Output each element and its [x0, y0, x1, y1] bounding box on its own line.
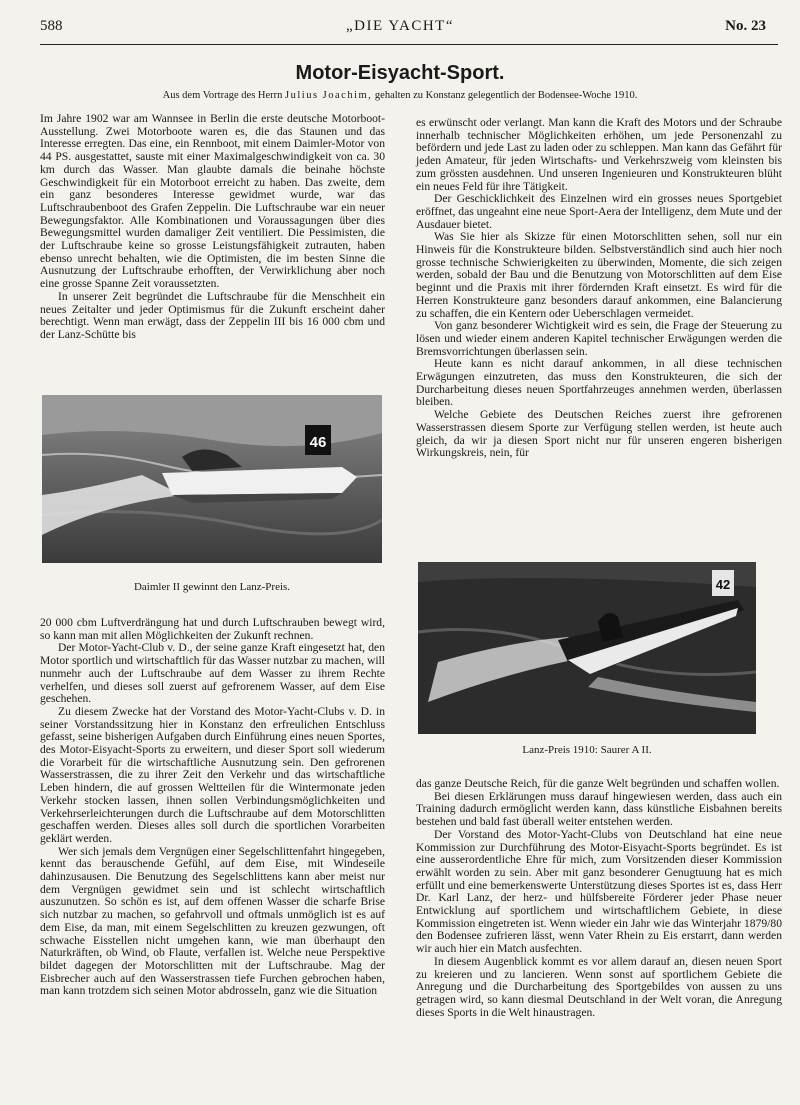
- header-rule: [40, 44, 778, 45]
- subtitle-pre: Aus dem Vortrage des Herrn: [162, 90, 283, 101]
- paragraph: das ganze Deutsche Reich, für die ganze Welt begründen und schaffen wollen.: [416, 777, 780, 790]
- photo-caption: Lanz-Preis 1910: Saurer A II.: [522, 744, 652, 756]
- running-header: [0, 18, 800, 42]
- paragraph: es erwünscht oder verlangt. Man kann die Kraft des Motors und der Schraube innerhalb technischer Möglichkeiten erhöhen, um jede Personenzahl zu befördern und jede Last zu laden oder zu schleppen. Man kann das Gefährt für jeden Amateur, für jeden Wirtschafts- und Verkehrszweig vom kleinsten bis zum grössten ausdehnen. Und unseren Ingenieuren und Konstrukteuren blüht ein neues Feld für ihre Tätigkeit.: [416, 116, 782, 193]
- column-left-top: [40, 113, 385, 342]
- subtitle-author: Julius Joachim,: [285, 90, 373, 101]
- column-right-bottom: [416, 778, 782, 1019]
- paragraph: Was Sie hier als Skizze für einen Motorschlitten sehen, soll nur ein Hinweis für die Konstrukteure bilden. Selbstverständlich sind auch hier noch grosse technische Schwierigkeiten zu überwinden, Momente, die sich zeigen werden, sobald der Bau und die Benutzung von Motorschlitten auf dem Eise beginnt und die Praxis mit ihrer fördernden Kraft einsetzt. Es wird für die Herren Konstrukteure ganz besonders darauf ankommen, eine Balancierung zu schaffen, die ein Kentern oder Ueberschlagen vermeidet.: [416, 230, 782, 320]
- column-right-top: [416, 117, 782, 460]
- paragraph: Heute kann es nicht darauf ankommen, in all diese technischen Erwägungen einzutreten, das muss den Konstrukteuren, die sich der Durcharbeitung dieses neuen Sportfahrzeuges annehmen werden, überlassen bleiben.: [416, 357, 782, 409]
- paragraph: Wer sich jemals dem Vergnügen einer Segelschlittenfahrt hingegeben, kennt das berauschende Gefühl, auf dem Eise, mit Windeseile dahinzusausen. Die Benutzung des Segelschlittens kann aber meist nur dem Vergnügen gewidmet sein und ist schlecht wirtschaftlich auszunutzen. So schön es ist, auf dem offenen Wasser die scharfe Brise sich nutzbar zu machen, so gefahrvoll und oftmals unmöglich ist es auf dem Eise, da man, mit einem Segelschlitten zu kreuzen gezwungen, oft schwache Eisstellen nicht umgehen kann, wie man überhaupt den Naturkräften, ob Wind, ob Flaute, verfallen ist. Welche neue Perspektive bildet dagegen der Motorschlitten mit der Luftschraube. Mag der Eisbrecher auch auf den Wasserstrassen tiefe Furchen gebrochen haben, man kann trotzdem sich seinen Motor abdrosseln, ganz wie die Situation: [40, 844, 385, 998]
- paragraph: Im Jahre 1902 war am Wannsee in Berlin die erste deutsche Motorboot-Ausstellung. Zwei Motorboote waren es, die das Staunen und das Interesse erregten. Das eine, ein Rennboot, mit einem Daimler-Motor von 44 PS. ausgestattet, sauste mit einer Maximalgeschwindigkeit von ca. 30 km durch das Wasser. Man glaubte damals die beinahe höchste Geschwindigkeit für ein Motorboot erreicht zu haben. Das zweite, dem ein ganz besonderes Interesse gewidmet wurde, war das Luftschraubenboot des Grafen Zeppelin. Die Luftschraube war ein neuer Bewegungsfaktor. Alle Kombinationen und Voraussagungen über dies Bewegungsmittel wurden damaliger Zeit ventiliert. Die Pessimisten, die der Luftschraube keine so grosse Leistungsfähigkeit zutrauten, haben ebenso unrecht behalten, wie die Optimisten, die im besten Sinne die Ausnutzung der Luftschraube erhofften, der Verwirklichung aber noch eine grosse Spanne Zeit voraussetzten.: [40, 112, 385, 291]
- paragraph: Der Motor-Yacht-Club v. D., der seine ganze Kraft eingesetzt hat, den Motor sportlich und wirtschaftlich für das Wasser nutzbar zu machen, will nunmehr auch der Luftschraube auf dem Wasser zu ihrem Rechte verhelfen, und dieses soll zuerst auf gefrorenem Wasser, auf dem Eise geschehen.: [40, 641, 385, 706]
- paragraph: Bei diesen Erklärungen muss darauf hingewiesen werden, dass auch ein Training dadurch ermöglicht werden kann, dass künstliche Eisbahnen bereits bestehen und bald fast überall weiter entstehen werden.: [416, 789, 782, 829]
- paragraph: Welche Gebiete des Deutschen Reiches zuerst ihre gefrorenen Wasserstrassen diesem Sporte zur Verfügung stellen werden, ist heute auch gleich, da wir ja diesen Sport nicht nur für unseren engeren bisherigen Wirkungskreis, nein, für: [416, 408, 782, 460]
- photo-daimler-boat: [42, 395, 382, 563]
- photo-saurer-boat: [418, 562, 756, 734]
- paragraph: In unserer Zeit begründet die Luftschraube für die Menschheit ein neues Zeitalter und jeder Optimismus für die Zukunft erscheint daher berechtigt. Wenn man erwägt, dass der Zeppelin III bis 16 000 cbm und der Lanz-Schütte bis: [40, 289, 385, 341]
- article-title: Motor-Eisyacht-Sport.: [295, 62, 505, 84]
- issue-number: No. 23: [725, 18, 766, 34]
- boat-number-label: 46: [309, 434, 327, 451]
- paragraph: Von ganz besonderer Wichtigkeit wird es sein, die Frage der Steuerung zu lösen und wieder einem anderen Kapitel technischer Erwägungen werden die Bremsvorrichtungen überlassen sein.: [416, 319, 782, 358]
- photo-caption: Daimler II gewinnt den Lanz-Preis.: [133, 581, 291, 593]
- subtitle-post: gehalten zu Konstanz gelegentlich der Bodensee-Woche 1910.: [374, 90, 638, 101]
- column-left-bottom: [40, 617, 385, 998]
- paragraph: Der Geschicklichkeit des Einzelnen wird ein grosses neues Sportgebiet eröffnet, das ungeahnt eine neue Sport-Aera der Intelligenz, dem Mute und der Ausdauer bietet.: [416, 192, 782, 231]
- boat-number-label: 42: [715, 577, 731, 592]
- paragraph: In diesem Augenblick kommt es vor allem darauf an, diesen neuen Sport zu kreieren und zu lancieren. Wenn sonst auf sportlichem Gebiete die Anregung und die Durcharbeitung des Sportgebildes von aussen zu uns getragen wird, so kann diesmal Deutschland in der Welt voran, die Anregung dieses Sports in die Welt hinaustragen.: [416, 954, 782, 1019]
- boat-photo-2-image: [418, 562, 756, 734]
- journal-title: „DIE YACHT“: [345, 18, 454, 34]
- page-number: 588: [40, 18, 63, 34]
- paragraph: Zu diesem Zwecke hat der Vorstand des Motor-Yacht-Clubs v. D. in seiner Vorstandssitzung hier in Konstanz den erfreulichen Entschluss gefasst, seine bisherigen Aufgaben durch Einführung eines neuen Sportes, des Motor-Eisyacht-Sports zu erweitern, und dieser Sport soll wiederum die Vorarbeit für die wirtschaftliche Ausnutzung sein. Den gefrorenen Wasserstrassen, die zu ihrer Zeit den Verkehr und das wirtschaftliche Leben hindern, die auf grossen Weltteilen für die Wintermonate jeden Verkehr stocken lassen, ihnen sollen Verbindungsmöglichkeiten und Verkehrserleichterungen durch die Luftschraube auf dem Motorschlitten geschaffen werden. Dieses alles soll durch die sportlichen Vorarbeiten geklärt werden.: [40, 704, 385, 845]
- paragraph: Der Vorstand des Motor-Yacht-Clubs von Deutschland hat eine neue Kommission zur Durchführung des Motor-Eisyacht-Sports begründet. Es ist eine ausserordentliche Ehre für mich, zum Vorsitzenden dieser Kommission erwählt worden zu sein. Aber mit ganz besonderer Genugtuung hat es mich erfüllt und eine bemerkenswerte Unterstützung dieses Sportes ist es, dass Herr Dr. Karl Lanz, der herz- und hülfsbereite Förderer jeder Phase neuer Entwicklung auf sportlichem und wirtschaftlichem Gebiete, in diese Kommission eingetreten ist. Wenn wieder ein Jahr wie das Winterjahr 1879/80 den Bodensee zufrieren lässt, wenn Vater Rhein zu Eis erstarrt, dann werden wir auch hier ein Match ausfechten.: [416, 827, 782, 956]
- paragraph: 20 000 cbm Luftverdrängung hat und durch Luftschrauben bewegt wird, so kann man mit allen Möglichkeiten der Zukunft rechnen.: [40, 616, 385, 642]
- article-subtitle: [0, 90, 800, 101]
- boat-photo-1-image: [42, 395, 382, 563]
